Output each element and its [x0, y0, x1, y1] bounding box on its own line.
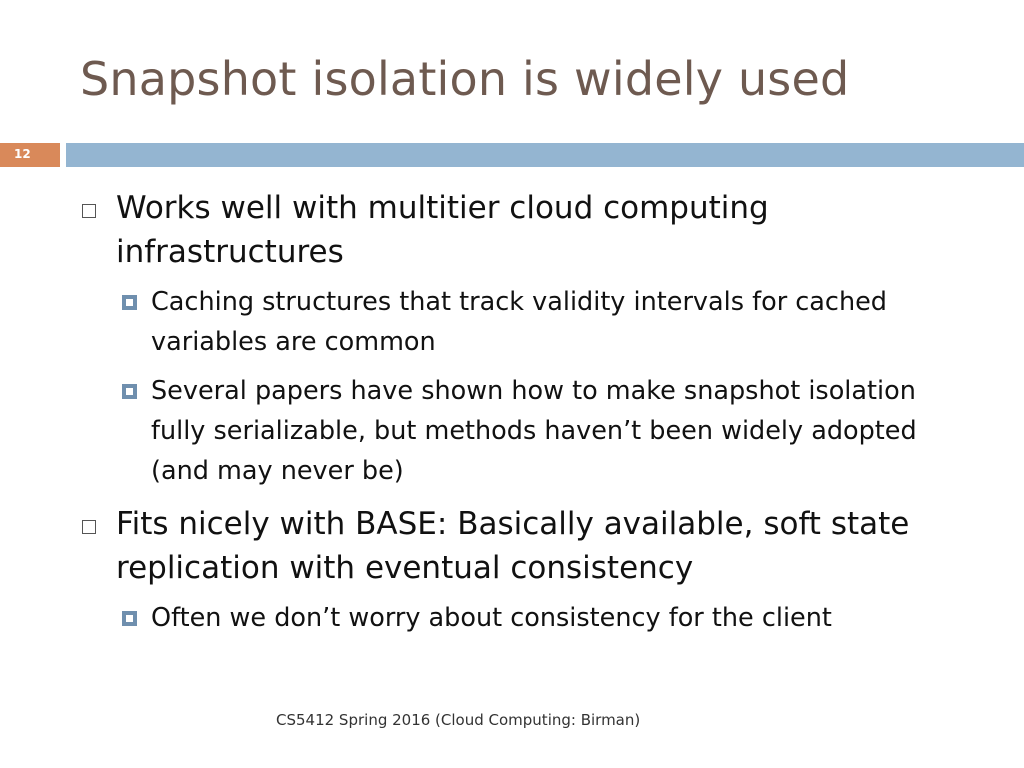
bullet-item: Works well with multitier cloud computing infrastructures	[116, 190, 769, 270]
bullet-item: Fits nicely with BASE: Basically available, soft state replication with eventual consistency	[116, 506, 910, 586]
filled-square-bullet-icon	[122, 295, 137, 310]
filled-square-bullet-icon	[122, 611, 137, 626]
filled-square-bullet-icon	[122, 384, 137, 399]
hollow-square-bullet-icon	[82, 520, 96, 534]
slide-number-badge	[0, 143, 60, 167]
sub-bullet-item: Caching structures that track validity intervals for cached variables are common	[151, 287, 887, 357]
slide-footer: CS5412 Spring 2016 (Cloud Computing: Birman)	[276, 711, 641, 729]
title-divider-bar	[66, 143, 1024, 167]
slide-number: 12	[14, 147, 31, 161]
sub-bullet-item: Often we don’t worry about consistency for the client	[151, 603, 832, 633]
slide-title: Snapshot isolation is widely used	[80, 52, 850, 106]
hollow-square-bullet-icon	[82, 204, 96, 218]
sub-bullet-item: Several papers have shown how to make snapshot isolation fully serializable, but methods haven’t been widely adopted (and may never be)	[151, 376, 917, 486]
